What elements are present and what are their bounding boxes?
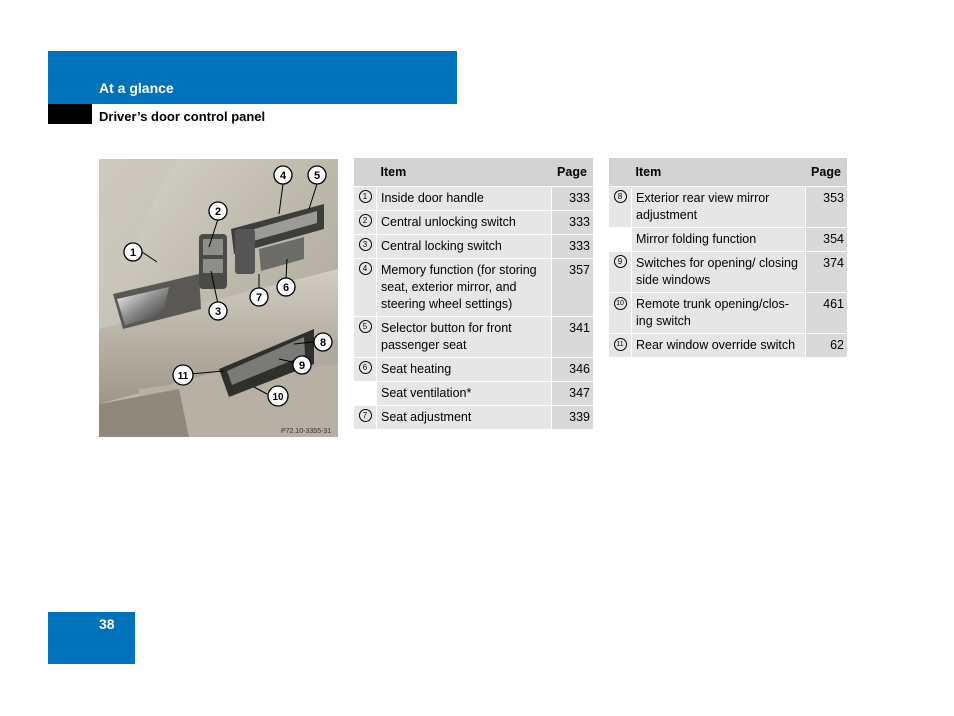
callout-8 <box>314 333 332 351</box>
header-tab-marker <box>48 104 92 124</box>
column-header-item: Item <box>377 158 552 187</box>
item-number: 2 <box>359 214 372 227</box>
door-panel-photo <box>99 159 338 437</box>
callout-11 <box>173 365 193 385</box>
table-row <box>354 235 593 259</box>
item-number: 9 <box>614 255 627 268</box>
item-number: 1 <box>359 190 372 203</box>
items-table-left <box>354 158 593 429</box>
item-label: Remote trunk opening/clos-ing switch <box>632 293 806 334</box>
table-row <box>609 334 847 358</box>
table-row <box>354 406 593 430</box>
svg-text:5: 5 <box>313 170 321 182</box>
svg-text:9: 9 <box>298 360 306 372</box>
item-label: Memory function (for storing seat, exterior mirror, and steering wheel settings) <box>377 259 552 317</box>
item-page: 339 <box>551 406 593 430</box>
item-page: 374 <box>805 252 847 293</box>
callout-1 <box>124 243 142 261</box>
section-title: At a glance <box>99 80 174 96</box>
svg-text:6: 6 <box>282 282 290 294</box>
item-page: 357 <box>551 259 593 317</box>
column-header-item: Item <box>632 158 806 187</box>
svg-text:11: 11 <box>177 371 189 382</box>
item-page: 353 <box>805 187 847 228</box>
item-label: Exterior rear view mirror adjustment <box>632 187 806 228</box>
page-number: 38 <box>99 616 115 632</box>
callout-5 <box>308 166 326 184</box>
item-label: Switches for opening/ closing side windows <box>632 252 806 293</box>
table-row <box>609 293 847 334</box>
callout-3 <box>209 302 227 320</box>
page-number-box <box>48 612 135 664</box>
svg-text:10: 10 <box>272 392 284 403</box>
callout-4 <box>274 166 292 184</box>
callout-10 <box>268 386 288 406</box>
item-page: 333 <box>551 187 593 211</box>
svg-text:1: 1 <box>129 247 137 259</box>
item-number: 10 <box>614 297 627 310</box>
table-row <box>354 358 593 382</box>
item-label: Seat adjustment <box>377 406 552 430</box>
item-label: Seat ventilation* <box>377 382 552 406</box>
callout-6 <box>277 278 295 296</box>
item-page: 333 <box>551 211 593 235</box>
svg-text:8: 8 <box>319 337 327 349</box>
item-page: 346 <box>551 358 593 382</box>
svg-text:3: 3 <box>214 306 222 318</box>
item-label: Central locking switch <box>377 235 552 259</box>
item-number: 6 <box>359 361 372 374</box>
svg-text:7: 7 <box>255 292 263 304</box>
table-row <box>609 252 847 293</box>
table-row <box>354 259 593 317</box>
table-row <box>609 187 847 228</box>
callout-9 <box>293 356 311 374</box>
item-page: 461 <box>805 293 847 334</box>
item-label: Rear window override switch <box>632 334 806 358</box>
item-label: Inside door handle <box>377 187 552 211</box>
callout-7 <box>250 288 268 306</box>
item-number: 7 <box>359 409 372 422</box>
item-page: 333 <box>551 235 593 259</box>
table-row <box>354 382 593 406</box>
header-bar <box>48 51 457 104</box>
figure-code: P72.10-3355-31 <box>281 428 332 435</box>
svg-text:4: 4 <box>279 170 287 182</box>
column-header-page: Page <box>805 158 847 187</box>
item-page: 341 <box>551 317 593 358</box>
table-row <box>354 317 593 358</box>
item-number: 11 <box>614 338 627 351</box>
item-label: Selector button for front passenger seat <box>377 317 552 358</box>
item-number: 3 <box>359 238 372 251</box>
table-row <box>609 228 847 252</box>
item-label: Mirror folding function <box>632 228 806 252</box>
page-subtitle: Driver’s door control panel <box>99 109 266 124</box>
callout-2 <box>209 202 227 220</box>
item-page: 354 <box>805 228 847 252</box>
item-number: 5 <box>359 320 372 333</box>
item-number: 8 <box>614 190 627 203</box>
item-page: 347 <box>551 382 593 406</box>
items-table-right <box>609 158 847 357</box>
item-number: 4 <box>359 262 372 275</box>
item-label: Seat heating <box>377 358 552 382</box>
column-header-page: Page <box>551 158 593 187</box>
table-row <box>354 187 593 211</box>
svg-text:2: 2 <box>214 206 222 218</box>
item-label: Central unlocking switch <box>377 211 552 235</box>
table-row <box>354 211 593 235</box>
item-page: 62 <box>805 334 847 358</box>
